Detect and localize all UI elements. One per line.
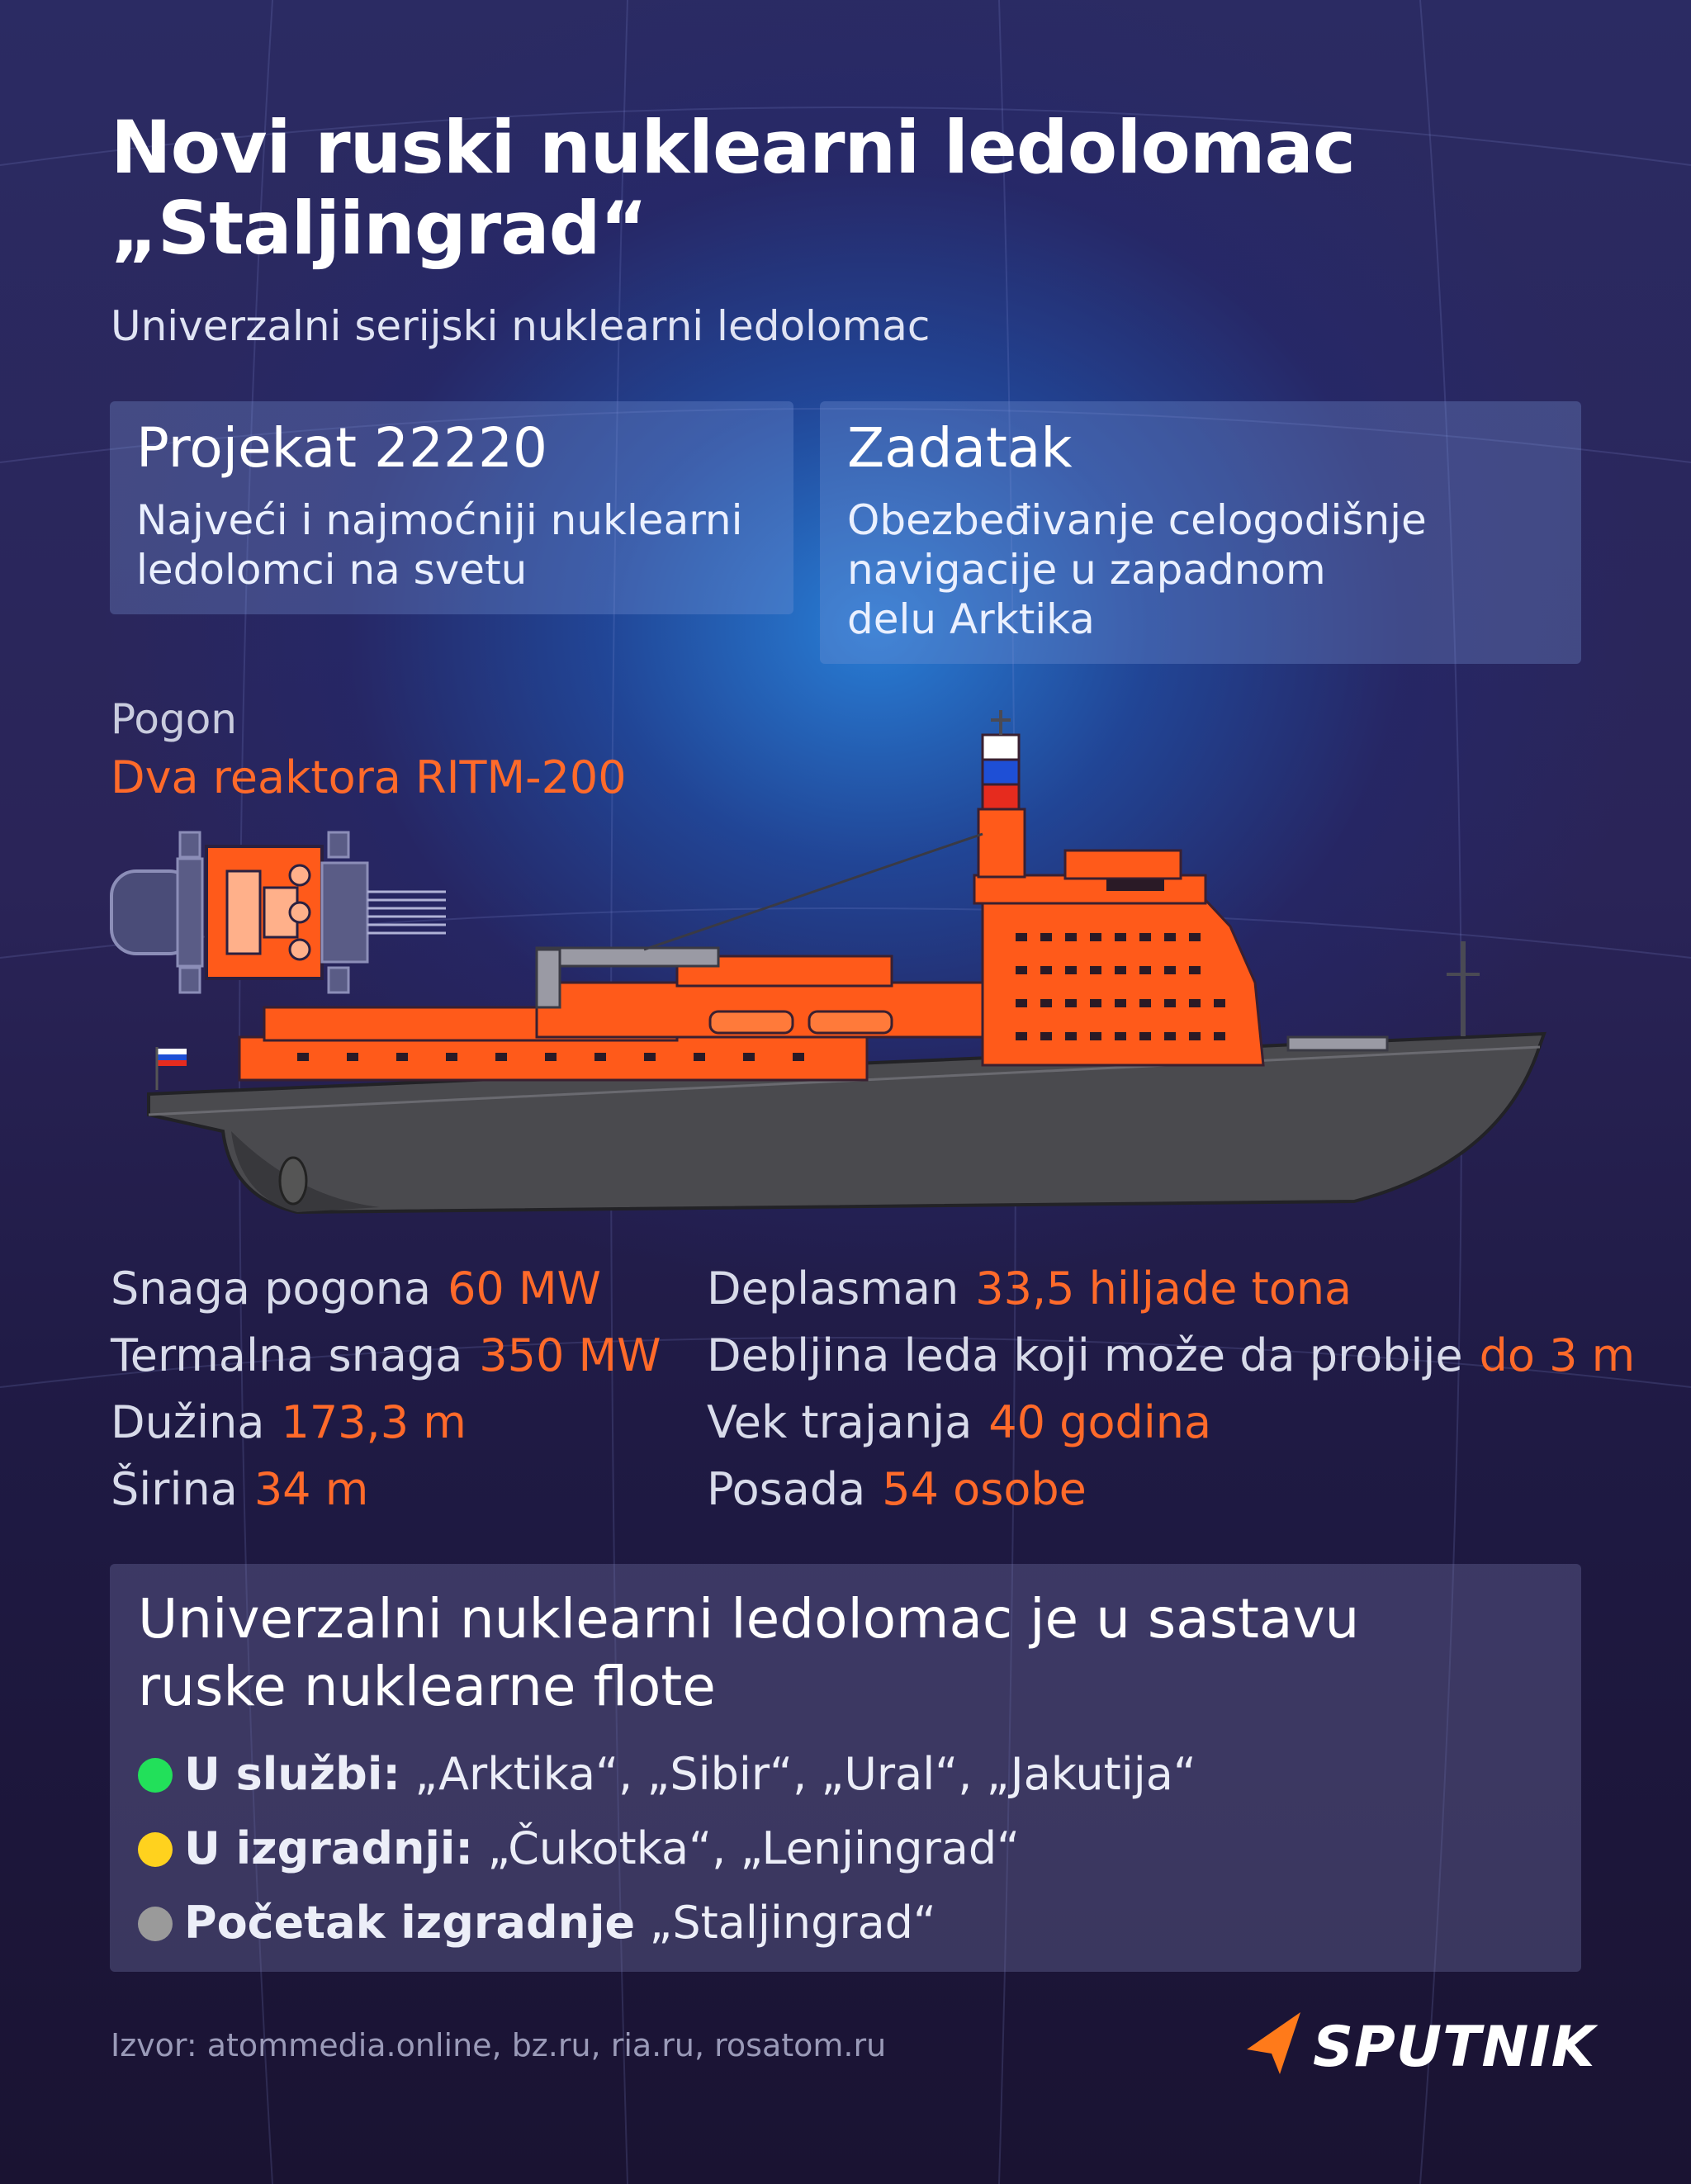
fleet-row-in-service [138,1746,1196,1803]
project-card-text-line-2: ledolomci na svetu [136,546,528,594]
fleet-row-construction-start [138,1894,936,1952]
task-card-text-line-2: navigacije u zapadnom [847,546,1326,594]
spec-power-value: 60 MW [448,1263,601,1315]
fleet-row-under-construction-label: U izgradnji: [184,1822,474,1874]
project-card-text [136,495,797,595]
spec-ice-thickness-label: Debljina leda koji može da probije [707,1329,1463,1381]
spec-ice-thickness [707,1327,1635,1385]
spec-displacement [707,1260,1352,1318]
status-dot-yellow-icon [138,1832,173,1867]
brand-wordmark: SPUTNIK [1313,2015,1596,2080]
source-credit: Izvor: atommedia.online, bz.ru, ria.ru, rosatom.ru [111,2027,887,2063]
spec-thermal-power-value: 350 MW [479,1329,661,1381]
fleet-title-line-1: Univerzalni nuklearni ledolomac je u sastavu [138,1587,1360,1651]
spec-width-label: Širina [111,1463,238,1515]
page-title [111,107,1514,269]
sputnik-logo-icon [1239,2008,1305,2082]
task-card [820,401,1581,664]
icebreaker-ship-illustration [132,702,1569,1222]
spec-length-label: Dužina [111,1396,265,1448]
task-card-title: Zadatak [847,416,1073,480]
spec-service-life-label: Vek trajanja [707,1396,973,1448]
fleet-panel [110,1564,1581,1972]
fleet-row-in-service-text: „Arktika“, „Sibir“, „Ural“, „Jakutija“ [400,1748,1196,1800]
fleet-row-construction-start-text: „Staljingrad“ [635,1897,936,1949]
task-card-text-line-1: Obezbeđivanje celogodišnje [847,496,1427,544]
fleet-title-line-2: ruske nuklearne flote [138,1655,716,1718]
task-card-text [847,495,1574,644]
project-card [110,401,793,614]
spec-thermal-power [111,1327,661,1385]
propulsion-value: Dva reaktora RITM-200 [111,751,627,803]
spec-power-label: Snaga pogona [111,1263,432,1315]
spec-width-value: 34 m [253,1463,369,1515]
project-card-title: Projekat 22220 [136,416,547,480]
propulsion-label: Pogon [111,695,237,743]
spec-length [111,1394,467,1452]
spec-width [111,1461,368,1518]
fleet-row-in-service-label: U službi: [184,1748,400,1800]
spec-crew-value: 54 osobe [882,1463,1087,1515]
fleet-row-under-construction-text: „Čukotka“, „Lenjingrad“ [473,1822,1021,1874]
project-card-text-line-1: Najveći i najmoćniji nuklearni [136,496,743,544]
spec-displacement-label: Deplasman [707,1263,959,1315]
fleet-title [138,1585,1542,1721]
task-card-text-line-3: delu Arktika [847,595,1095,643]
spec-length-value: 173,3 m [281,1396,467,1448]
spec-service-life [707,1394,1211,1452]
spec-ice-thickness-value: do 3 m [1479,1329,1636,1381]
fleet-row-under-construction [138,1820,1020,1878]
spec-displacement-value: 33,5 hiljade tona [975,1263,1352,1315]
title-line-2: „Staljingrad“ [111,186,647,271]
title-line-1: Novi ruski nuklearni ledolomac [111,105,1356,190]
spec-service-life-value: 40 godina [988,1396,1212,1448]
page-subtitle: Univerzalni serijski nuklearni ledolomac [111,302,931,350]
status-dot-gray-icon [138,1907,173,1941]
fleet-row-construction-start-label: Početak izgradnje [184,1897,636,1949]
spec-thermal-power-label: Termalna snaga [111,1329,463,1381]
spec-crew-label: Posada [707,1463,866,1515]
status-dot-green-icon [138,1758,173,1793]
spec-power [111,1260,601,1318]
spec-crew [707,1461,1087,1518]
